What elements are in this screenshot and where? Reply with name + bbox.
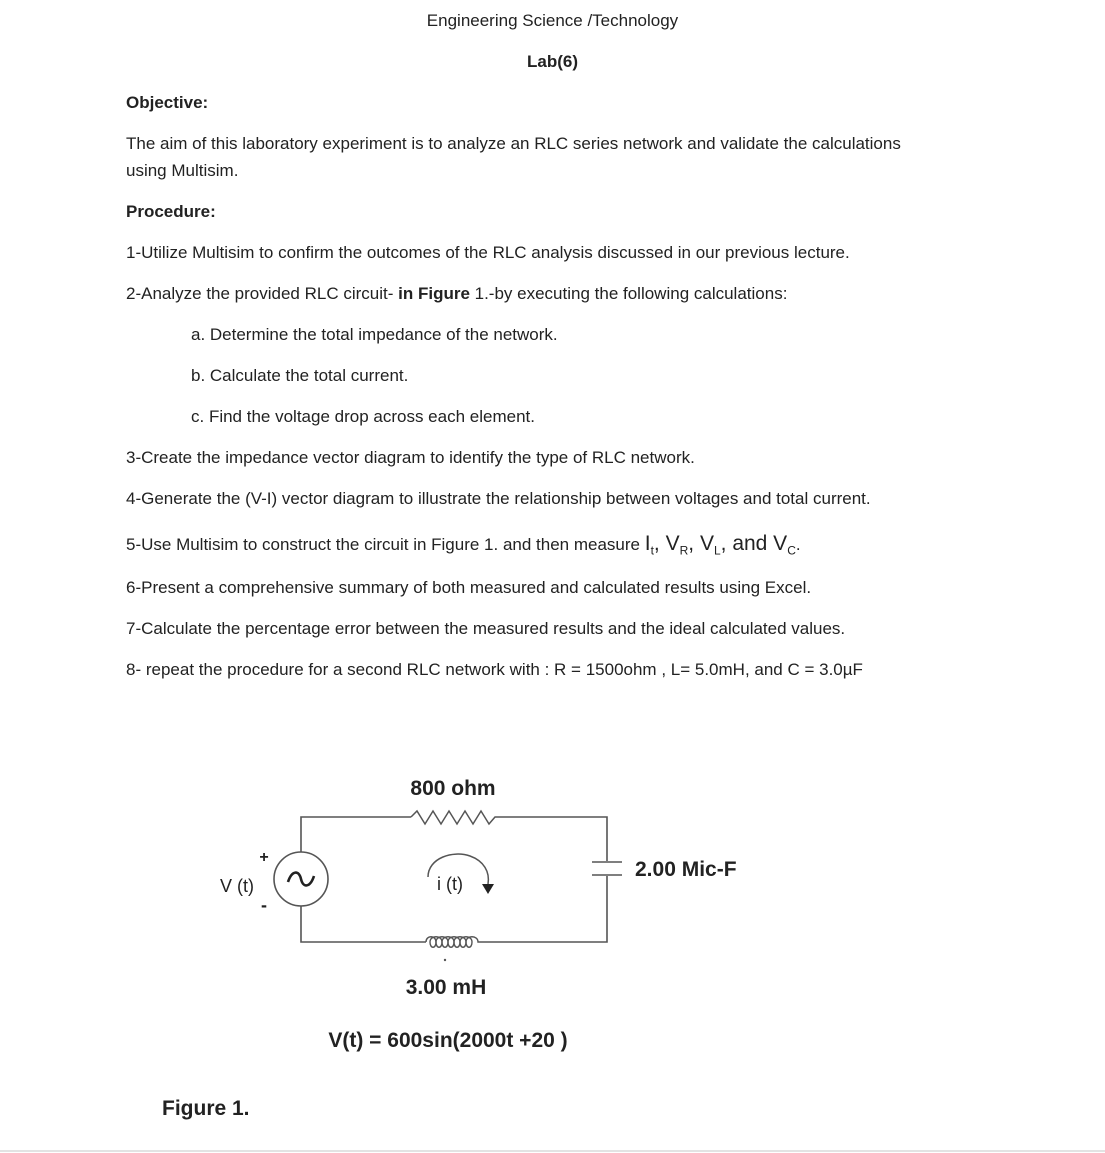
- procedure-step-2-bold: in Figure: [398, 284, 470, 303]
- source-minus-sign: -: [261, 895, 267, 915]
- procedure-sub-b: b. Calculate the total current.: [191, 366, 409, 385]
- procedure-step-2-post: 1.-by executing the following calculations:: [469, 284, 788, 303]
- symbol-it: I: [644, 532, 651, 555]
- procedure-heading: Procedure:: [126, 202, 216, 221]
- inductor-dot: [444, 959, 446, 961]
- symbol-vl: V: [699, 532, 714, 555]
- procedure-step-6: 6-Present a comprehensive summary of both measured and calculated results using Excel.: [126, 578, 812, 597]
- source-plus-sign: +: [259, 849, 269, 866]
- symbol-vc: and V: [732, 532, 788, 555]
- objective-text-line2: using Multisim.: [126, 161, 239, 180]
- resistor-label: 800 ohm: [410, 777, 496, 800]
- source-equation: V(t) = 600sin(2000t +20 ): [328, 1029, 568, 1052]
- procedure-step-5: 5-Use Multisim to construct the circuit in Figure 1. and then measure $I_t$, $V_R$, $V_L$, and $V_C$.: [126, 532, 801, 558]
- objective-heading: Objective:: [126, 93, 209, 112]
- procedure-sub-c: c. Find the voltage drop across each element.: [191, 407, 535, 426]
- symbol-vr-sub: R: [679, 543, 689, 558]
- procedure-step-3: 3-Create the impedance vector diagram to identify the type of RLC network.: [126, 448, 695, 467]
- symbol-vc-sub: C: [787, 543, 796, 558]
- capacitor-label: 2.00 Mic-F: [635, 858, 737, 881]
- objective-text-line1: The aim of this laboratory experiment is to analyze an RLC series network and validate the calculations: [126, 134, 901, 153]
- procedure-sub-a: a. Determine the total impedance of the network.: [191, 325, 558, 344]
- procedure-step-2-pre: 2-Analyze the provided RLC circuit-: [126, 284, 399, 303]
- page-header-lab: Lab(6): [527, 52, 578, 71]
- current-label: i (t): [437, 874, 463, 894]
- procedure-step-5-end: .: [795, 535, 801, 554]
- symbol-vr: V: [665, 532, 680, 555]
- figure-caption: Figure 1.: [162, 1097, 250, 1120]
- procedure-step-5-pre: 5-Use Multisim to construct the circuit in Figure 1. and then measure: [126, 535, 645, 554]
- page-header-course: Engineering Science /Technology: [426, 11, 679, 30]
- capacitor-symbol: [592, 862, 622, 875]
- resistor-symbol: [411, 811, 500, 824]
- symbol-vl-sub: L: [713, 543, 721, 558]
- current-arrowhead-icon: [482, 884, 494, 894]
- procedure-step-4: 4-Generate the (V-I) vector diagram to illustrate the relationship between voltages and total current.: [126, 489, 871, 508]
- page-bottom-divider: [0, 1150, 1105, 1152]
- inductor-label: 3.00 mH: [405, 976, 487, 999]
- procedure-step-1: 1-Utilize Multisim to confirm the outcomes of the RLC analysis discussed in our previous lecture.: [126, 243, 850, 262]
- procedure-step-8: 8- repeat the procedure for a second RLC network with : R = 1500ohm , L= 5.0mH, and C = 3.0µF: [126, 660, 863, 679]
- source-label: V (t): [220, 876, 254, 896]
- inductor-symbol: [426, 937, 502, 948]
- ac-source-symbol: [274, 852, 328, 906]
- symbol-it-sub: t: [650, 543, 654, 558]
- procedure-step-7: 7-Calculate the percentage error between the measured results and the ideal calculated values.: [126, 619, 846, 638]
